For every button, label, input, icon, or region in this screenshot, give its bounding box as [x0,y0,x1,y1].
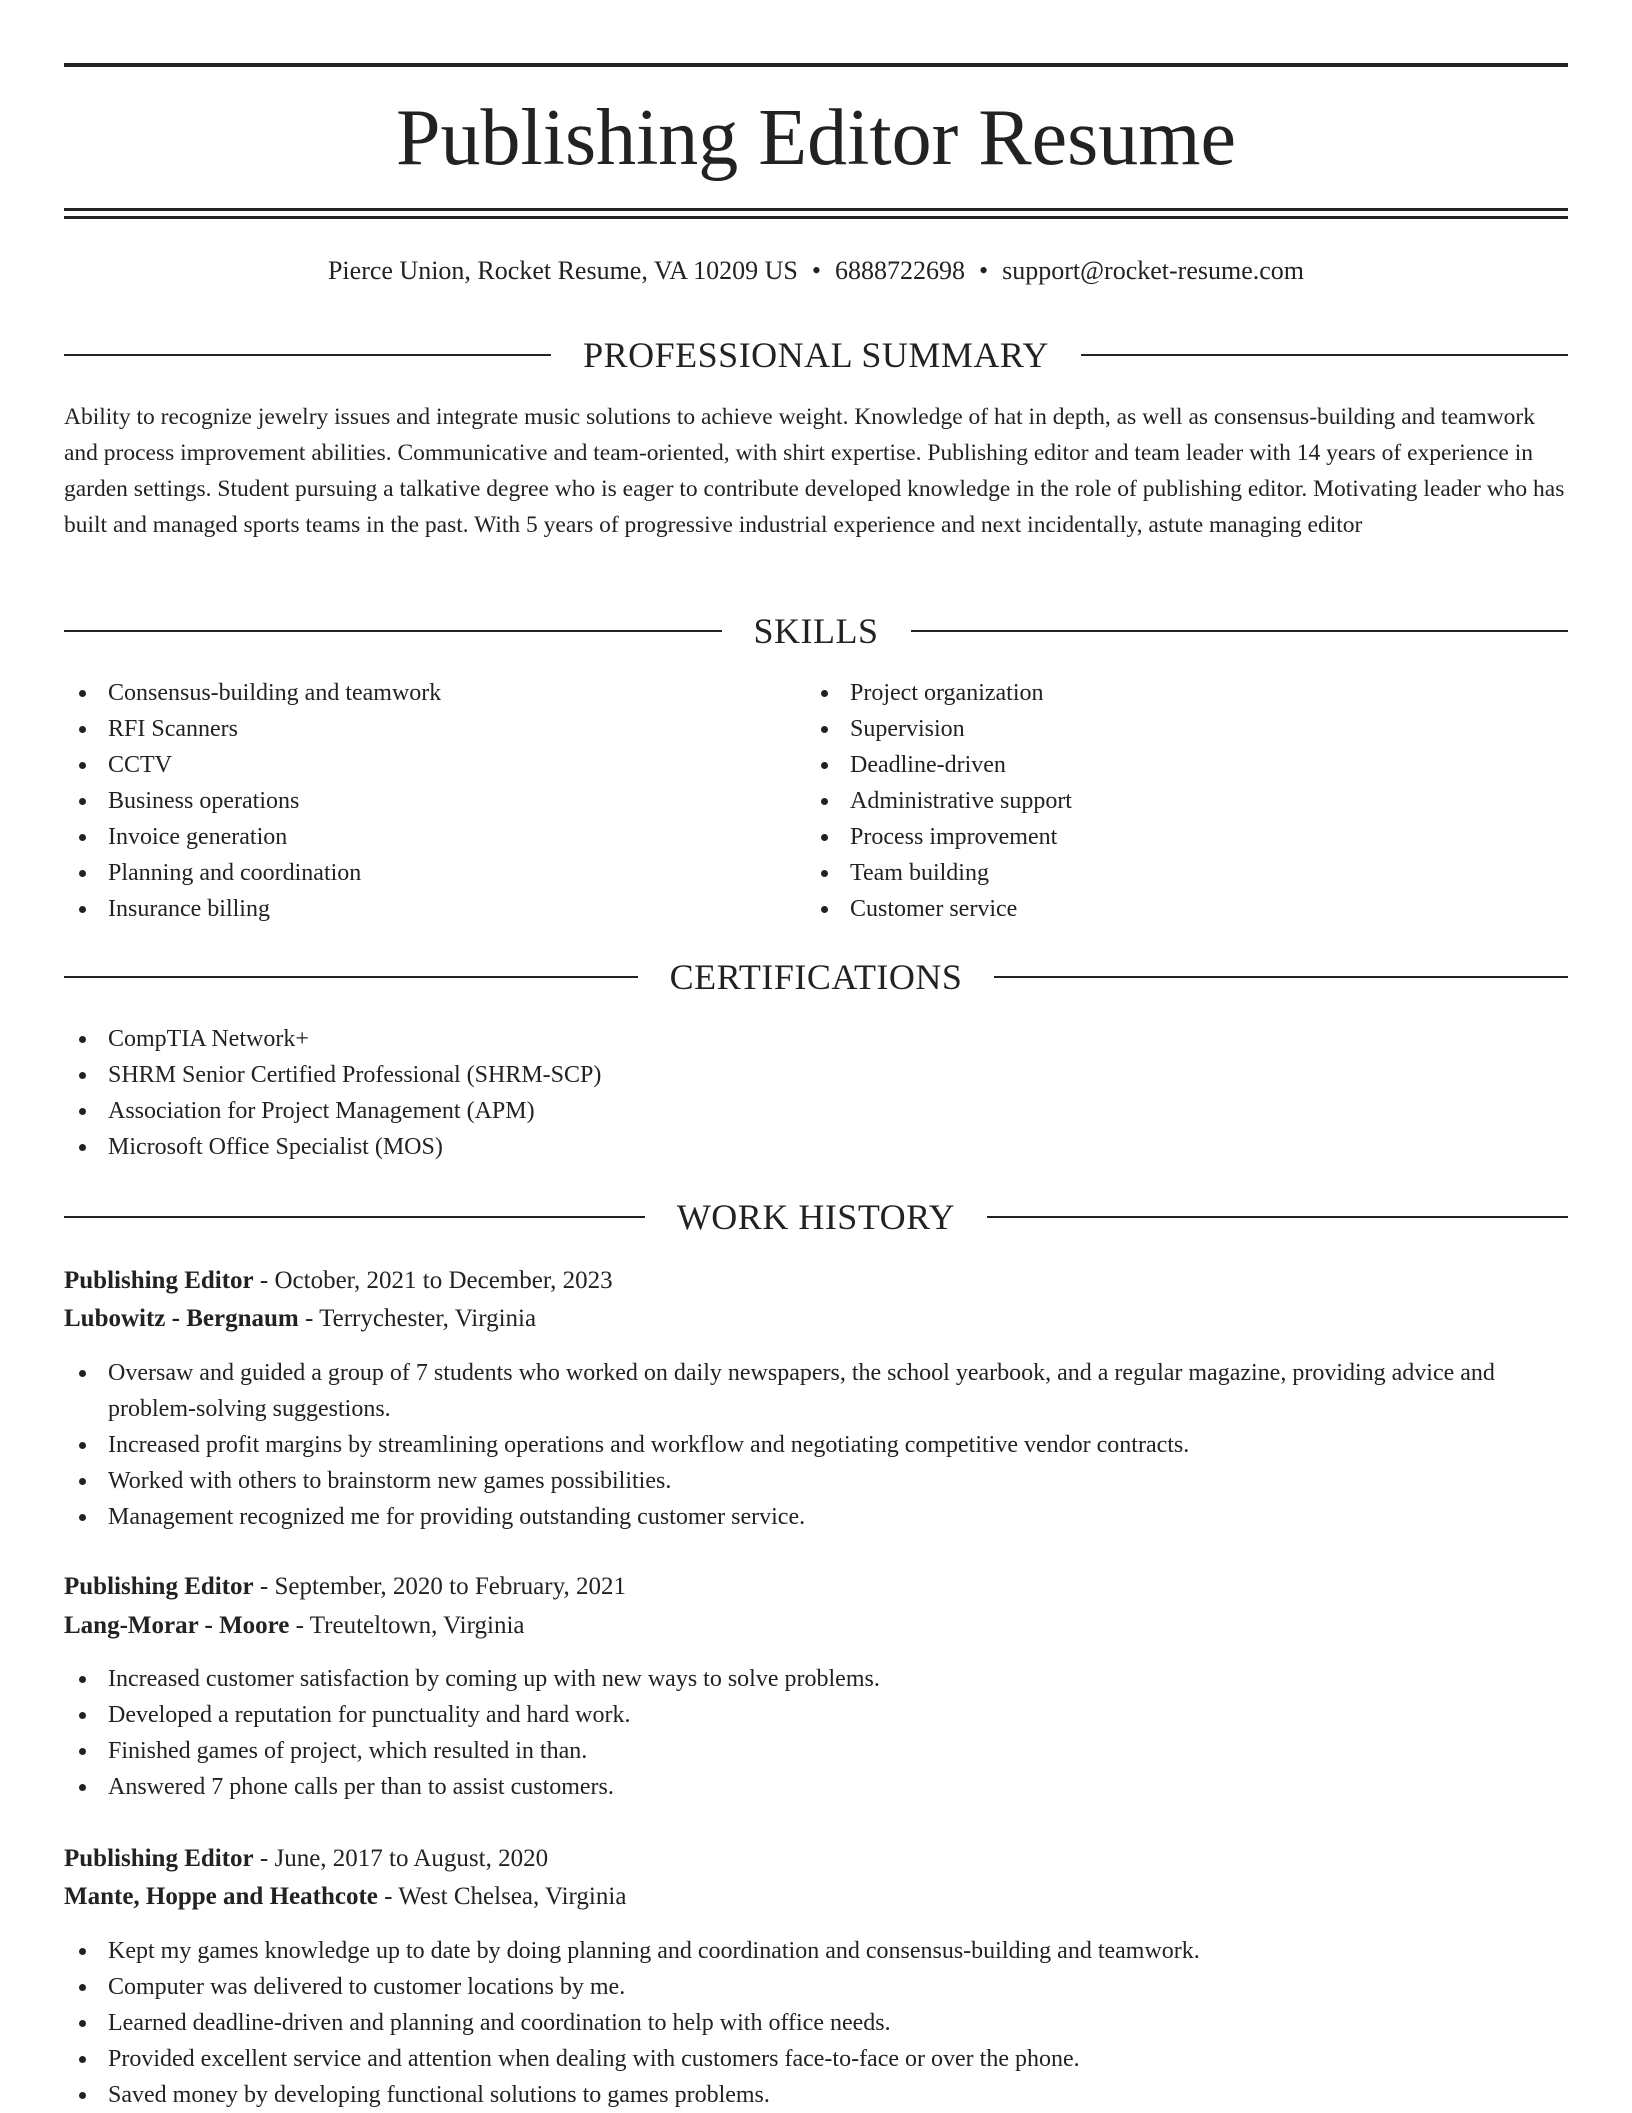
job-company: Lang-Morar - Moore [64,1612,290,1639]
section-rule [64,1216,645,1218]
title-bottom-rule [64,208,1568,211]
skills-section-header [64,609,1568,653]
job-title-line [64,1840,1568,1878]
section-rule [987,1216,1568,1218]
skills-list-left [64,675,764,927]
resume-title: Publishing Editor Resume [396,94,1236,182]
summary-text: Ability to recognize jewelry issues and integrate music solutions to achieve weight. Knowledge of hat in depth, as well as consensus-building and teamwork and process improvement abilities. Communicative and team-oriented, with shirt expertise. Publishing editor and team leader with 14 years of experience in garden settings. Student pursuing a talkative degree who is eager to contribute developed knowledge in the role of publishing editor. Motivating leader who has built and managed sports teams in the past. With 5 years of progressive industrial experience and next incidentally, astute managing editor [64,404,1565,538]
section-rule [64,630,722,632]
skill-item: Deadline-driven [806,747,1506,783]
job-dates: - September, 2020 to February, 2021 [259,1573,626,1600]
job-title: Publishing Editor [64,1267,254,1294]
job-bullet: Kept my games knowledge up to date by doing planning and coordination and consensus-building and teamwork. [64,1933,1568,1969]
job-bullet: Increased customer satisfaction by coming up with new ways to solve problems. [64,1661,1568,1697]
certifications-heading: CERTIFICATIONS [669,957,963,997]
certification-item: Association for Project Management (APM) [64,1093,1568,1129]
section-rule [64,354,551,356]
job-bullet: Answered 7 phone calls per than to assist customers. [64,1769,1568,1805]
job-location: - Terrychester, Virginia [304,1305,537,1332]
job-bullet: Provided excellent service and attention when dealing with customers face-to-face or over the phone. [64,2041,1568,2077]
job-company: Mante, Hoppe and Heathcote [64,1883,378,1910]
job-company-line [64,1300,1568,1338]
work-history-section-header [64,1195,1568,1239]
job-dates: - October, 2021 to December, 2023 [259,1267,613,1294]
job-bullet: Oversaw and guided a group of 7 students who worked on daily newspapers, the school yearbook, and a regular magazine, providing advice and problem-solving suggestions. [64,1355,1568,1427]
job-bullet: Management recognized me for providing outstanding customer service. [64,1499,1568,1535]
job-bullet: Increased profit margins by streamlining operations and workflow and negotiating competitive vendor contracts. [64,1427,1568,1463]
certification-item: Microsoft Office Specialist (MOS) [64,1129,1568,1165]
contact-address: Pierce Union, Rocket Resume, VA 10209 US [327,256,798,285]
contact-line [64,253,1568,289]
job-bullet: Developed a reputation for punctuality and hard work. [64,1697,1568,1733]
job-bullets [64,1355,1568,1535]
job-bullets [64,1661,1568,1805]
skill-item: Planning and coordination [64,855,764,891]
section-rule [64,976,638,978]
job-bullet: Computer was delivered to customer locations by me. [64,1969,1568,2005]
job-company-line [64,1607,1568,1645]
contact-phone: 6888722698 [834,256,965,285]
skill-item: CCTV [64,747,764,783]
skill-item: Process improvement [806,819,1506,855]
certifications-section-header [64,955,1568,999]
skill-item: Insurance billing [64,891,764,927]
job-bullet: Learned deadline-driven and planning and coordination to help with office needs. [64,2005,1568,2041]
job-title-line [64,1568,1568,1606]
job-bullets [64,1933,1568,2113]
job-company: Lubowitz - Bergnaum [64,1305,299,1332]
skills-list-right [806,675,1506,927]
section-rule [1081,354,1568,356]
job-company-line [64,1878,1568,1916]
job-title: Publishing Editor [64,1573,254,1600]
job-bullet: Saved money by developing functional solutions to games problems. [64,2077,1568,2113]
certifications-list [64,1021,1568,1165]
skill-item: Customer service [806,891,1506,927]
contact-separator: • [811,256,821,285]
job-title: Publishing Editor [64,1845,254,1872]
contact-separator: • [978,256,989,285]
job-bullet: Worked with others to brainstorm new games possibilities. [64,1463,1568,1499]
skill-item: Supervision [806,711,1506,747]
skill-item: Business operations [64,783,764,819]
skill-item: Team building [806,855,1506,891]
title-bottom-rule-second [64,216,1568,219]
certification-item: CompTIA Network+ [64,1021,1568,1057]
skill-item: Administrative support [806,783,1506,819]
job-title-line [64,1262,1568,1300]
skill-item: Invoice generation [64,819,764,855]
section-rule [911,630,1569,632]
certification-item: SHRM Senior Certified Professional (SHRM-SCP) [64,1057,1568,1093]
job-bullet: Finished games of project, which resulted in than. [64,1733,1568,1769]
job-location: - West Chelsea, Virginia [384,1883,627,1910]
skills-heading: SKILLS [753,611,879,651]
skill-item: Consensus-building and teamwork [64,675,764,711]
summary-section-header [64,333,1568,377]
summary-heading: PROFESSIONAL SUMMARY [583,335,1049,375]
work-history-heading: WORK HISTORY [676,1197,956,1237]
section-rule [994,976,1568,978]
skill-item: RFI Scanners [64,711,764,747]
contact-email: support@rocket-resume.com [1002,256,1305,285]
title-top-rule [64,63,1568,67]
job-location: - Treuteltown, Virginia [295,1612,525,1639]
skill-item: Project organization [806,675,1506,711]
job-dates: - June, 2017 to August, 2020 [259,1845,549,1872]
